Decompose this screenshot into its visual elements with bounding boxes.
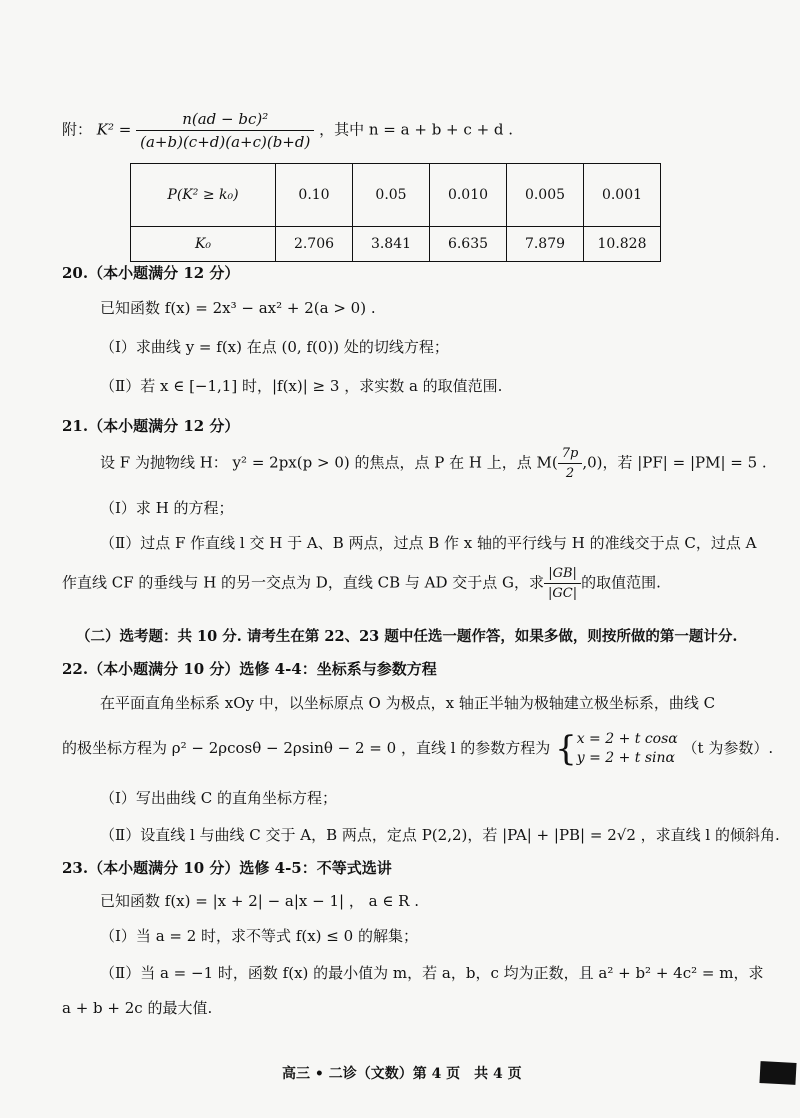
q20-stem: 已知函数 f(x) = 2x³ − ax² + 2(a > 0) .: [100, 299, 376, 317]
q22-brace: {: [555, 729, 577, 769]
q22-sys1: x = 2 + t cosα: [576, 731, 678, 747]
formula-tail: ，其中 n = a + b + c + d .: [319, 120, 514, 139]
q21-part2-line1: （Ⅱ）过点 F 作直线 l 交 H 于 A、B 两点，过点 B 作 x 轴的平行线与 H 的准线交于点 C，过点 A: [100, 534, 757, 552]
q21-stem-b: ,0)，若 |PF| = |PM| = 5 .: [582, 453, 767, 472]
q21-title: 21.（本小题满分 12 分）: [62, 417, 240, 435]
q23-part2-line2: a + b + 2c 的最大值.: [62, 999, 213, 1017]
q23-part1: （Ⅰ）当 a = 2 时，求不等式 f(x) ≤ 0 的解集；: [100, 927, 418, 945]
q21-stem-fraction: [558, 446, 583, 481]
table-cell: 0.05: [353, 164, 430, 227]
scan-edge-mark: [759, 1061, 796, 1085]
table-row-p: [131, 164, 661, 227]
q21-part2-fraction: [544, 566, 581, 601]
q22-title: 22.（本小题满分 10 分）选修 4-4：坐标系与参数方程: [62, 660, 437, 678]
table-cell: 0.001: [584, 164, 661, 227]
q22-sys2: y = 2 + t sinα: [576, 750, 675, 766]
q21-part2-line2b: 的取值范围.: [581, 573, 661, 592]
q20-part2: （Ⅱ）若 x ∈ [−1,1] 时，|f(x)| ≥ 3 ，求实数 a 的取值范围.: [100, 377, 503, 395]
q22-part2: （Ⅱ）设直线 l 与曲线 C 交于 A，B 两点，定点 P(2,2)，若 |PA| + |PB| = 2√2 ，求直线 l 的倾斜角.: [100, 826, 780, 844]
formula-denominator: (a+b)(c+d)(a+c)(b+d): [140, 133, 311, 151]
formula-fraction: [136, 110, 314, 151]
appendix-formula: [62, 110, 513, 151]
appendix-label: 附：: [62, 120, 93, 139]
q20-part1: （Ⅰ）求曲线 y = f(x) 在点 (0, f(0)) 处的切线方程；: [100, 338, 449, 356]
table-header-p: P(K² ≥ k₀): [131, 164, 276, 227]
q22-line2b: （t 为参数）.: [682, 739, 774, 757]
table-cell: 0.010: [430, 164, 507, 227]
q21-frac-num: 7p: [558, 446, 583, 464]
q21-part2-frac-num: |GB|: [544, 566, 581, 584]
q21-part2-line2a: 作直线 CF 的垂线与 H 的另一交点为 D，直线 CB 与 AD 交于点 G，求: [62, 573, 545, 592]
q23-part2-line1: （Ⅱ）当 a = −1 时，函数 f(x) 的最小值为 m，若 a，b，c 均为正数，且 a² + b² + 4c² = m，求: [100, 964, 764, 982]
table-cell: 6.635: [430, 227, 507, 262]
q21-stem-a: 设 F 为抛物线 H： y² = 2px(p > 0) 的焦点，点 P 在 H 上，点 M(: [100, 453, 558, 472]
q22-parametric-system: [577, 730, 678, 768]
table-cell: 0.005: [507, 164, 584, 227]
table-cell: 7.879: [507, 227, 584, 262]
page-footer: 高三 • 二诊（文数）第 4 页 共 4 页: [282, 1066, 522, 1082]
section2-header: （二）选考题：共 10 分. 请考生在第 22、23 题中任选一题作答，如果多做，则按所做的第一题计分.: [76, 628, 738, 645]
q22-line2: [62, 730, 773, 768]
table-header-k: K₀: [131, 227, 276, 262]
q20-title: 20.（本小题满分 12 分）: [62, 264, 240, 282]
table-row-k: [131, 227, 661, 262]
q21-part1: （Ⅰ）求 H 的方程；: [100, 499, 234, 517]
q22-line1: 在平面直角坐标系 xOy 中，以坐标原点 O 为极点，x 轴正半轴为极轴建立极坐标系，曲线 C: [100, 694, 716, 712]
q21-part2-frac-den: |GC|: [548, 586, 578, 601]
q21-part2-line2: [62, 566, 661, 601]
q23-title: 23.（本小题满分 10 分）选修 4-5：不等式选讲: [62, 859, 392, 877]
q23-stem: 已知函数 f(x) = |x + 2| − a|x − 1| ， a ∈ R .: [100, 892, 420, 910]
formula-numerator: n(ad − bc)²: [136, 110, 314, 131]
table-cell: 3.841: [353, 227, 430, 262]
critical-value-table: [130, 163, 661, 262]
q21-stem: [100, 446, 767, 481]
q22-part1: （Ⅰ）写出曲线 C 的直角坐标方程；: [100, 789, 337, 807]
table-cell: 10.828: [584, 227, 661, 262]
q21-frac-den: 2: [565, 466, 575, 481]
table-cell: 2.706: [276, 227, 353, 262]
table-cell: 0.10: [276, 164, 353, 227]
formula-lhs: K² =: [96, 120, 132, 139]
q22-line2a: 的极坐标方程为 ρ² − 2ρcosθ − 2ρsinθ − 2 = 0 ，直线 l 的参数方程为: [62, 739, 551, 757]
